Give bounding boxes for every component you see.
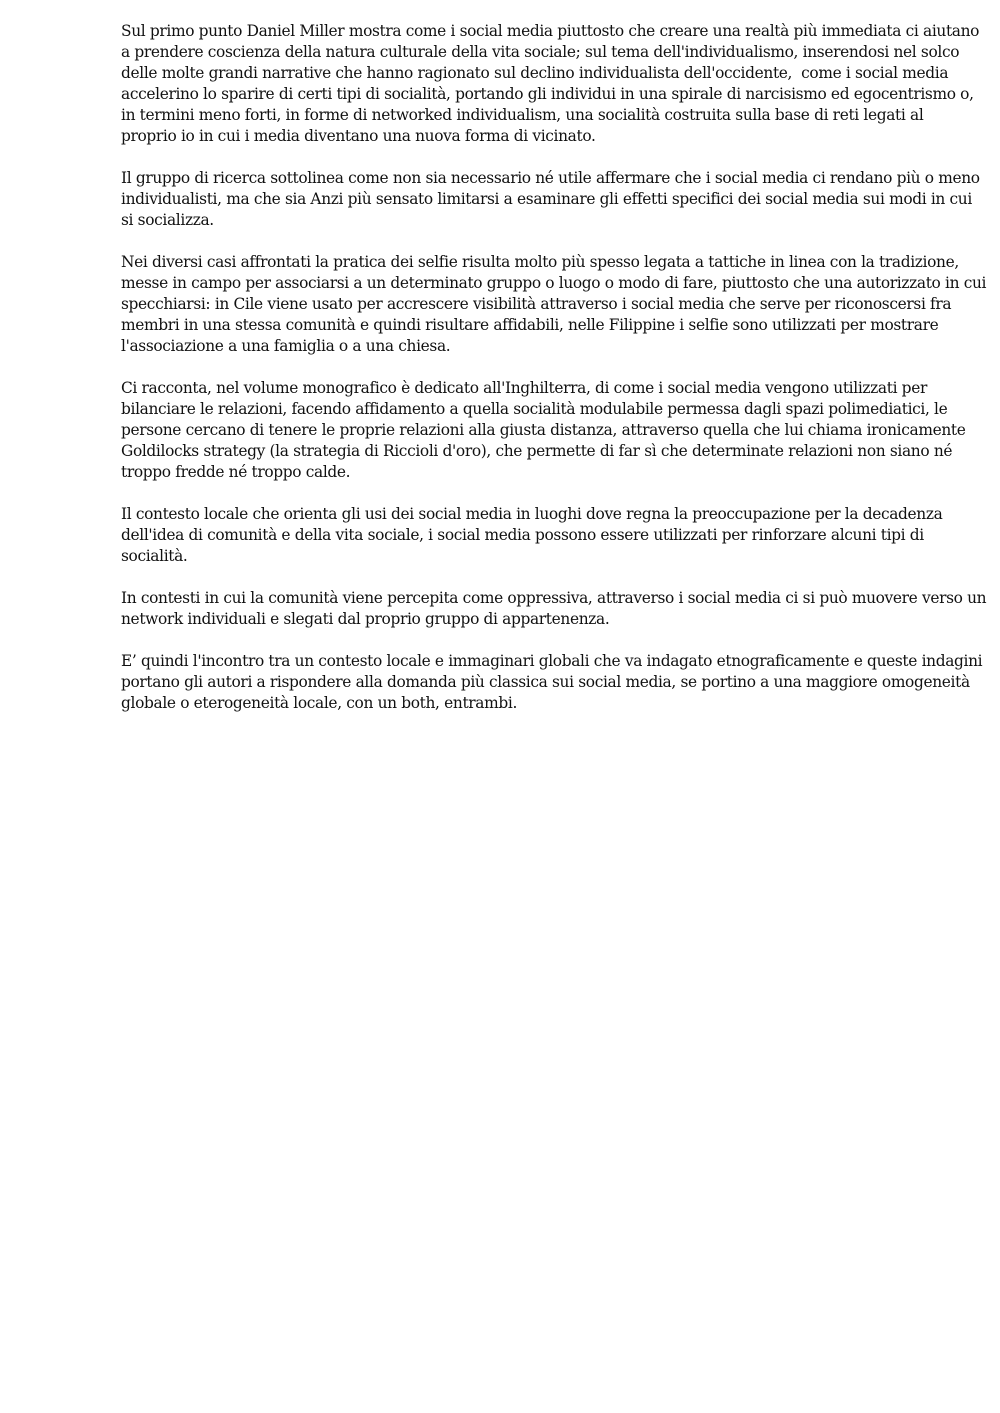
text-line: individualisti, ma che sia Anzi più sensato limitarsi a esaminare gli effetti specifici dei social media sui modi in cui [121, 190, 972, 208]
text-line: accelerino lo sparire di certi tipi di socialità, portando gli individui in una spirale di narcisismo ed egocentrismo o, [121, 85, 974, 103]
text-line: messe in campo per associarsi a un determinato gruppo o luogo o modo di fare, piuttosto che una autorizzato in cui [121, 274, 987, 292]
text-line: a prendere coscienza della natura culturale della vita sociale; sul tema dell'individualismo, inserendosi nel solco [121, 43, 960, 61]
text-line: In contesti in cui la comunità viene percepita come oppressiva, attraverso i social media ci si può muovere verso un [121, 589, 987, 607]
text-line: l'associazione a una famiglia o a una chiesa. [121, 337, 451, 355]
text-line: Nei diversi casi affrontati la pratica dei selfie risulta molto più spesso legata a tattiche in linea con la tradizione, [121, 253, 959, 271]
document-page [121, 21, 987, 735]
text-line: in termini meno forti, in forme di networked individualism, una socialità costruita sulla base di reti legati al [121, 106, 924, 124]
text-line: troppo fredde né troppo calde. [121, 463, 351, 481]
text-line: bilanciare le relazioni, facendo affidamento a quella socialità modulabile permessa dagli spazi polimediatici, le [121, 400, 948, 418]
text-line: si socializza. [121, 211, 214, 229]
text-line: membri in una stessa comunità e quindi risultare affidabili, nelle Filippine i selfie sono utilizzati per mostrare [121, 316, 939, 334]
text-line: Goldilocks strategy (la strategia di Riccioli d'oro), che permette di far sì che determinate relazioni non siano né [121, 442, 953, 460]
text-line: socialità. [121, 547, 188, 565]
paragraph-2 [121, 168, 980, 231]
text-line: Il gruppo di ricerca sottolinea come non sia necessario né utile affermare che i social media ci rendano più o meno [121, 169, 980, 187]
paragraph-1 [121, 21, 980, 147]
paragraph-5 [121, 504, 943, 567]
text-line: E’ quindi l'incontro tra un contesto locale e immaginari globali che va indagato etnograficamente e queste indagini [121, 652, 983, 670]
paragraph-6 [121, 588, 987, 630]
text-line: Il contesto locale che orienta gli usi dei social media in luoghi dove regna la preoccupazione per la decadenza [121, 505, 943, 523]
text-line: specchiarsi: in Cile viene usato per accrescere visibilità attraverso i social media che serve per riconoscersi fra [121, 295, 952, 313]
text-line: Sul primo punto Daniel Miller mostra come i social media piuttosto che creare una realtà più immediata ci aiutano [121, 22, 980, 40]
paragraph-3 [121, 252, 987, 357]
text-line: dell'idea di comunità e della vita sociale, i social media possono essere utilizzati per rinforzare alcuni tipi di [121, 526, 924, 544]
paragraph-7 [121, 651, 983, 714]
text-line: network individuali e slegati dal proprio gruppo di appartenenza. [121, 610, 610, 628]
text-line: proprio io in cui i media diventano una nuova forma di vicinato. [121, 127, 596, 145]
text-line: globale o eterogeneità locale, con un both, entrambi. [121, 694, 517, 712]
text-line: delle molte grandi narrative che hanno ragionato sul declino individualista dell'occidente, come i social media [121, 64, 949, 82]
paragraph-4 [121, 378, 966, 483]
text-line: Ci racconta, nel volume monografico è dedicato all'Inghilterra, di come i social media vengono utilizzati per [121, 379, 927, 397]
text-line: portano gli autori a rispondere alla domanda più classica sui social media, se portino a una maggiore omogeneità [121, 673, 970, 691]
text-line: persone cercano di tenere le proprie relazioni alla giusta distanza, attraverso quella che lui chiama ironicamente [121, 421, 966, 439]
